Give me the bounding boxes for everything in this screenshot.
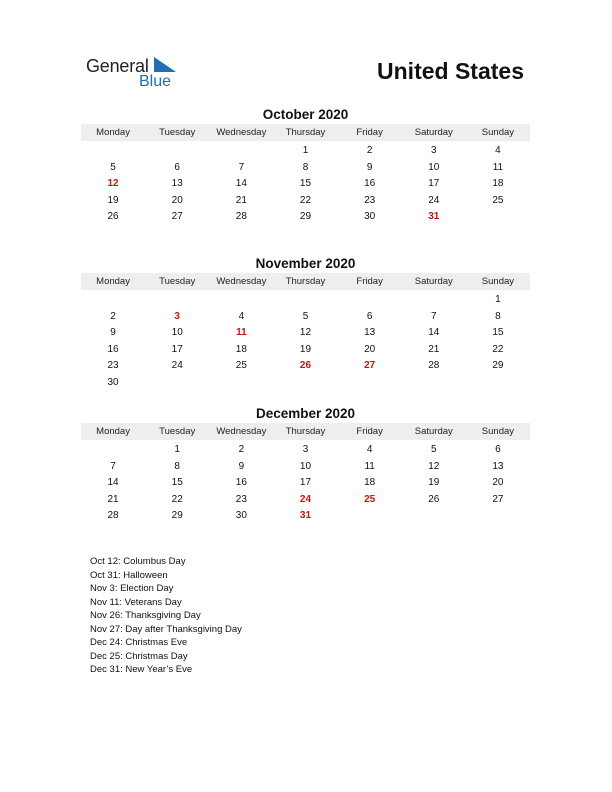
day-cell: 20	[492, 477, 504, 488]
empty-day-cell	[209, 143, 273, 160]
holiday-list-item: Nov 11: Veterans Day	[90, 596, 182, 608]
weekday-label: Monday	[96, 276, 130, 287]
day-cell: 12	[428, 460, 440, 472]
day-cell: 2	[110, 310, 116, 322]
day-cell: 9	[366, 161, 373, 173]
day-cell: 27	[171, 211, 183, 222]
weekday-label: Tuesday	[159, 426, 196, 437]
day-grid	[81, 442, 530, 525]
day-cell: 4	[238, 310, 245, 322]
holiday-day-cell: 31	[299, 510, 312, 521]
day-cell: 1	[302, 145, 309, 156]
day-cell: 26	[107, 211, 119, 222]
weekday-label: Wednesday	[216, 426, 267, 437]
day-cell: 29	[492, 360, 504, 371]
day-cell: 28	[235, 211, 247, 222]
day-cell: 16	[107, 343, 119, 355]
logo-text-blue: Blue	[139, 73, 172, 90]
weekday-label: Friday	[356, 127, 383, 138]
day-cell: 6	[366, 310, 373, 322]
day-cell: 24	[428, 194, 440, 206]
weekday-header	[81, 124, 530, 141]
day-cell: 11	[492, 161, 504, 173]
day-cell: 23	[364, 194, 376, 206]
day-cell: 7	[110, 460, 116, 472]
month-title: October 2020	[262, 107, 349, 122]
calendar-month-november	[81, 256, 530, 391]
day-cell: 14	[428, 327, 440, 338]
day-cell: 30	[364, 211, 376, 222]
empty-day-cell	[145, 143, 209, 160]
day-cell: 19	[299, 343, 312, 355]
day-cell: 15	[492, 327, 504, 338]
day-cell: 21	[428, 343, 440, 355]
holiday-day-cell: 31	[428, 211, 440, 222]
empty-day-cell	[145, 292, 209, 309]
day-cell: 8	[495, 310, 501, 322]
day-cell: 22	[492, 343, 504, 355]
day-cell: 13	[364, 327, 376, 338]
day-cell: 21	[107, 493, 119, 505]
day-cell: 16	[235, 477, 247, 488]
weekday-header	[81, 423, 530, 440]
day-cell: 5	[110, 161, 116, 173]
day-cell: 15	[299, 178, 312, 189]
weekday-label: Saturday	[414, 426, 453, 437]
weekday-label: Thursday	[285, 127, 326, 138]
calendar-month-october	[81, 107, 530, 226]
empty-day-cell	[338, 292, 402, 309]
day-cell: 9	[238, 460, 245, 472]
day-cell: 13	[492, 460, 504, 472]
day-cell: 23	[235, 493, 247, 505]
day-cell: 6	[174, 161, 180, 173]
logo-text-general: General	[86, 56, 149, 76]
day-cell: 18	[364, 477, 376, 488]
holiday-list	[90, 555, 242, 677]
holiday-list-item: Dec 31: New Year’s Eve	[90, 664, 193, 675]
holiday-day-cell: 25	[364, 493, 376, 505]
day-cell: 14	[235, 178, 247, 189]
day-cell: 24	[171, 360, 183, 371]
holiday-day-cell: 3	[174, 310, 180, 322]
day-cell: 13	[171, 178, 183, 189]
day-cell: 17	[428, 178, 440, 189]
day-cell: 23	[107, 360, 119, 371]
weekday-header	[81, 273, 530, 290]
day-cell: 5	[302, 310, 309, 322]
holiday-list-item: Dec 24: Christmas Eve	[90, 637, 188, 648]
weekday-label: Tuesday	[159, 276, 196, 287]
weekday-label: Wednesday	[216, 127, 267, 138]
weekday-label: Sunday	[481, 276, 515, 287]
day-cell: 1	[495, 294, 501, 305]
holiday-list-item: Nov 26: Thanksgiving Day	[90, 610, 201, 621]
day-cell: 7	[430, 310, 437, 322]
generalblue-logo	[86, 56, 196, 92]
weekday-label: Thursday	[285, 276, 326, 287]
weekday-label: Friday	[356, 426, 383, 437]
day-cell: 4	[495, 145, 501, 156]
holiday-day-cell: 26	[299, 360, 312, 371]
holiday-day-cell: 27	[364, 360, 376, 371]
weekday-label: Tuesday	[159, 127, 196, 138]
day-cell: 26	[428, 493, 440, 505]
weekday-label: Thursday	[285, 426, 326, 437]
day-cell: 8	[302, 161, 309, 173]
day-cell: 29	[171, 510, 183, 521]
day-cell: 28	[428, 360, 440, 371]
country-title: United States	[377, 58, 524, 84]
day-cell: 30	[235, 510, 247, 521]
weekday-label: Saturday	[414, 127, 453, 138]
empty-day-cell	[209, 292, 273, 309]
day-cell: 3	[430, 145, 437, 156]
holiday-day-cell: 24	[299, 493, 312, 505]
day-cell: 15	[171, 477, 183, 488]
day-cell: 19	[107, 194, 119, 206]
day-cell: 25	[492, 194, 504, 206]
day-cell: 17	[299, 477, 312, 488]
day-grid	[81, 292, 530, 391]
day-cell: 17	[171, 343, 183, 355]
day-cell: 2	[366, 145, 373, 156]
day-cell: 27	[492, 493, 504, 505]
weekday-label: Wednesday	[216, 276, 267, 287]
month-title: November 2020	[255, 256, 356, 271]
day-cell: 28	[107, 510, 119, 521]
weekday-label: Saturday	[414, 276, 453, 287]
empty-day-cell	[81, 292, 145, 309]
day-grid	[81, 143, 530, 226]
day-cell: 8	[174, 460, 180, 472]
day-cell: 21	[235, 194, 247, 206]
calendar-month-december	[81, 406, 530, 525]
holiday-list-item: Oct 12: Columbus Day	[90, 556, 186, 567]
day-cell: 7	[238, 161, 245, 173]
day-cell: 12	[299, 327, 312, 338]
holiday-list-item: Oct 31: Halloween	[90, 569, 168, 581]
day-cell: 29	[299, 211, 312, 222]
day-cell: 2	[238, 444, 245, 455]
weekday-label: Friday	[356, 276, 383, 287]
empty-day-cell	[273, 292, 337, 309]
day-cell: 9	[110, 327, 116, 338]
day-cell: 10	[299, 460, 312, 472]
weekday-label: Monday	[96, 127, 130, 138]
day-cell: 30	[107, 376, 119, 388]
day-cell: 11	[364, 460, 375, 472]
day-cell: 6	[495, 444, 501, 455]
empty-day-cell	[402, 292, 466, 309]
day-cell: 25	[235, 360, 247, 371]
day-cell: 1	[174, 444, 180, 455]
day-cell: 22	[299, 194, 312, 206]
day-cell: 18	[235, 343, 247, 355]
day-cell: 18	[492, 178, 504, 189]
weekday-label: Sunday	[481, 127, 515, 138]
weekday-label: Monday	[96, 426, 130, 437]
day-cell: 10	[428, 161, 440, 173]
weekday-label: Sunday	[481, 426, 515, 437]
day-cell: 5	[430, 444, 437, 455]
holiday-list-item: Nov 3: Election Day	[90, 583, 174, 594]
holiday-list-item: Dec 25: Christmas Day	[90, 650, 188, 662]
holiday-day-cell: 11	[236, 327, 247, 338]
day-cell: 10	[171, 327, 183, 338]
empty-day-cell	[81, 442, 145, 459]
day-cell: 16	[364, 178, 376, 189]
day-cell: 3	[302, 444, 309, 455]
holiday-day-cell: 12	[107, 178, 119, 189]
day-cell: 4	[366, 444, 373, 455]
holiday-list-item: Nov 27: Day after Thanksgiving Day	[90, 623, 242, 635]
logo-triangle-icon	[154, 57, 176, 74]
day-cell: 22	[171, 493, 183, 505]
month-title: December 2020	[255, 406, 356, 421]
day-cell: 20	[364, 343, 376, 355]
day-cell: 20	[171, 194, 183, 206]
day-cell: 19	[428, 477, 440, 488]
empty-day-cell	[81, 143, 145, 160]
day-cell: 14	[107, 477, 119, 488]
